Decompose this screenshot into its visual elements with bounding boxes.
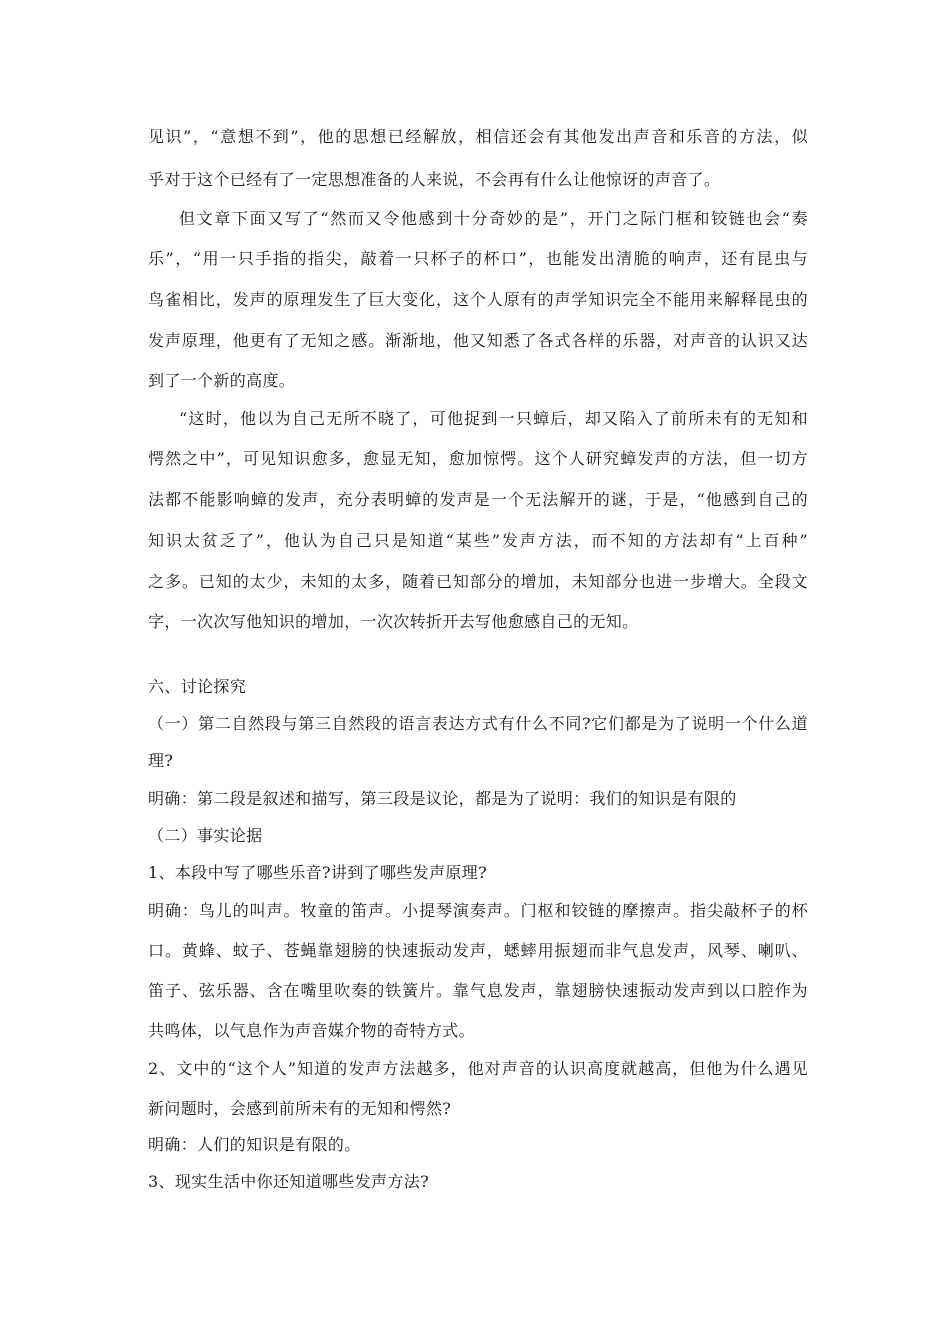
paragraph-line: 乎对于这个已经有了一定思想准备的人来说，不会再有什么让他惊讶的声音了。 xyxy=(148,170,721,189)
answer-line: 明确：鸟儿的叫声。牧童的笛声。小提琴演奏声。门枢和铰链的摩擦声。指尖敲杯子的杯 xyxy=(148,901,808,920)
question-line: （一）第二自然段与第三自然段的语言表达方式有什么不同?它们都是为了说明一个什么道 xyxy=(148,714,808,733)
question-line: 新问题时，会感到前所未有的无知和愕然? xyxy=(148,1099,452,1118)
paragraph-line: 到了一个新的高度。 xyxy=(148,371,296,390)
answer-line: 口。黄蜂、蚊子、苍蝇靠翅膀的快速振动发声，蟋蟀用振翅而非气息发声，风琴、喇叭、 xyxy=(148,941,808,960)
question-line: 2、文中的“这个人”知道的发声方法越多，他对声音的认识高度就越高，但他为什么遇见 xyxy=(148,1059,808,1078)
paragraph-line: 乐”，“用一只手指的指尖，敲着一只杯子的杯口”，也能发出清脆的响声，还有昆虫与 xyxy=(148,249,808,268)
paragraph-line: 但文章下面又写了“然而又令他感到十分奇妙的是”，开门之际门框和铰链也会“奏 xyxy=(179,209,808,228)
paragraph-line: 愕然之中”，可见知识愈多，愈显无知，愈加惊愕。这个人研究蟑发声的方法，但一切方 xyxy=(148,449,808,468)
answer-line: 明确：第二段是叙述和描写，第三段是议论，都是为了说明：我们的知识是有限的 xyxy=(148,789,737,808)
paragraph-line: 字，一次次写他知识的增加，一次次转折开去写他愈感自己的无知。 xyxy=(148,612,639,631)
question-line: 理? xyxy=(148,751,174,770)
paragraph-line: 之多。已知的太少，未知的太多，随着已知部分的增加，未知部分也进一步增大。全段文 xyxy=(148,572,808,591)
paragraph-line: 知识太贫乏了”，他认为自己只是知道“某些”发声方法，而不知的方法却有“上百种” xyxy=(148,531,808,550)
answer-line: 明确：人们的知识是有限的。 xyxy=(148,1135,361,1154)
section-heading: 六、讨论探究 xyxy=(148,677,247,696)
answer-line: 共鸣体，以气息作为声音媒介物的奇特方式。 xyxy=(148,1021,476,1040)
paragraph-line: 见识”，“意想不到”，他的思想已经解放，相信还会有其他发出声音和乐音的方法，似 xyxy=(148,127,808,146)
paragraph-line: 法都不能影响蟑的发声，充分表明蟑的发声是一个无法解开的谜，于是，“他感到自己的 xyxy=(148,490,808,509)
question-line: 1、本段中写了哪些乐音?讲到了哪些发声原理? xyxy=(148,863,488,882)
paragraph-line: 发声原理，他更有了无知之感。渐渐地，他又知悉了各式各样的乐器，对声音的认识又达 xyxy=(148,331,808,350)
question-line: 3、现实生活中你还知道哪些发声方法? xyxy=(148,1172,430,1191)
paragraph-line: “这时，他以为自己无所不晓了，可他捉到一只蟑后，却又陷入了前所未有的无知和 xyxy=(179,409,808,428)
paragraph-line: 鸟雀相比，发声的原理发生了巨大变化，这个人原有的声学知识完全不能用来解释昆虫的 xyxy=(148,290,808,309)
answer-line: 笛子、弦乐器、含在嘴里吹奏的铁簧片。靠气息发声，靠翅膀快速振动发声到以口腔作为 xyxy=(148,981,808,1000)
subsection-heading: （二）事实论据 xyxy=(148,826,263,845)
